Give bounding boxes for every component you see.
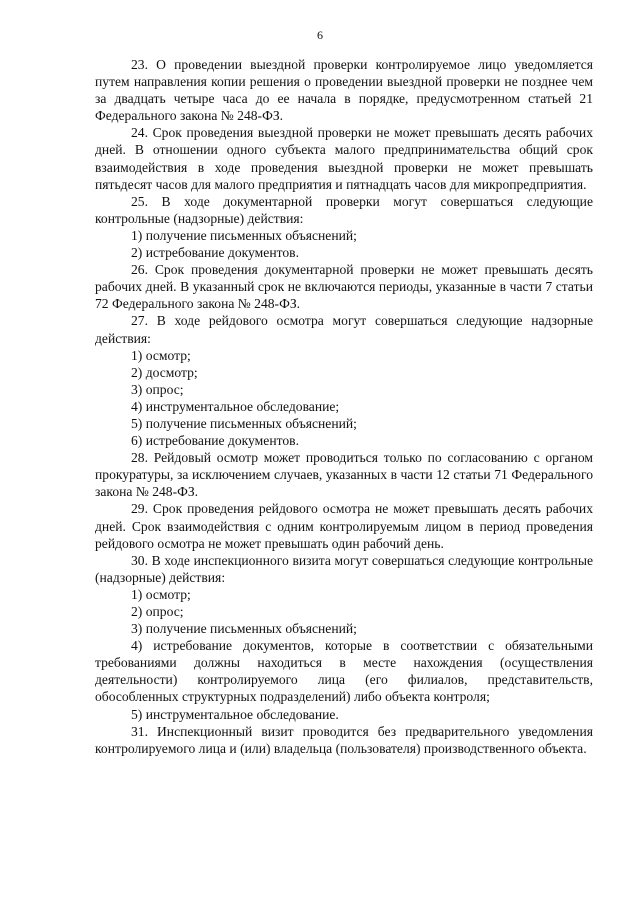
list-item: 2) опрос; [131,604,184,619]
document-body [95,56,593,757]
list-item: 5) инструментальное обследование. [131,706,339,722]
list-item: 3) получение письменных объяснений; [131,621,357,637]
paragraph-26: 26. Срок проведения документарной проверки не может превышать десять рабочих дней. В указанный срок не включаются периоды, указанные в части 7 статьи 72 Федерального закона № 248-ФЗ. [95,262,593,312]
list-item: 4) инструментальное обследование; [131,398,340,414]
list-item: 2) досмотр; [131,364,198,380]
paragraph-23: 23. О проведении выездной проверки контролируемое лицо уведомляется путем направления копии решения о проведении выездной проверки не позднее чем за двадцать четыре часа до ее начала в порядке, предусмотренном статьей 21 Федерального закона № 248-ФЗ. [95,57,593,124]
paragraph-31: 31. Инспекционный визит проводится без предварительного уведомления контролируемого лица и (или) владельца (пользователя) производственного объекта. [95,723,593,756]
list-item: 6) истребование документов. [131,433,299,449]
paragraph-29: 29. Срок проведения рейдового осмотра не может превышать десять рабочих дней. Срок взаимодействия с одним контролируемым лицом в период проведения рейдового осмотра не может превышать один рабочий день. [95,501,593,551]
list-item: 1) осмотр; [131,586,191,602]
paragraph-28: 28. Рейдовый осмотр может проводиться только по согласованию с органом прокуратуры, за исключением случаев, указанных в части 12 статьи 71 Федерального закона № 248-ФЗ. [95,450,593,500]
list-item: 1) осмотр; [131,347,191,363]
list-item: 5) получение письменных объяснений; [131,415,357,431]
list-item: 3) опрос; [131,381,184,397]
page-number: 6 [317,28,323,42]
list-item: 1) получение письменных объяснений; [131,227,357,243]
list-item: 4) истребование документов, которые в соответствии с обязательными требованиями должны находиться в месте нахождения (осуществления деятельности) контролируемого лица (его филиалов, представительств, обособленных структурных подразделений) либо объекта контроля; [95,638,593,705]
paragraph-25: 25. В ходе документарной проверки могут совершаться следующие контрольные (надзорные) действия: [95,193,593,226]
paragraph-24: 24. Срок проведения выездной проверки не может превышать десять рабочих дней. В отношении одного субъекта малого предпринимательства общий срок взаимодействия в ходе проведения выездной проверки не может превышать пятьдесят часов для малого предприятия и пятнадцать часов для микропредприятия. [95,125,593,192]
list-item: 2) истребование документов. [131,245,299,261]
paragraph-30: 30. В ходе инспекционного визита могут совершаться следующие контрольные (надзорные) действия: [95,552,593,585]
paragraph-27: 27. В ходе рейдового осмотра могут совершаться следующие надзорные действия: [95,313,593,346]
